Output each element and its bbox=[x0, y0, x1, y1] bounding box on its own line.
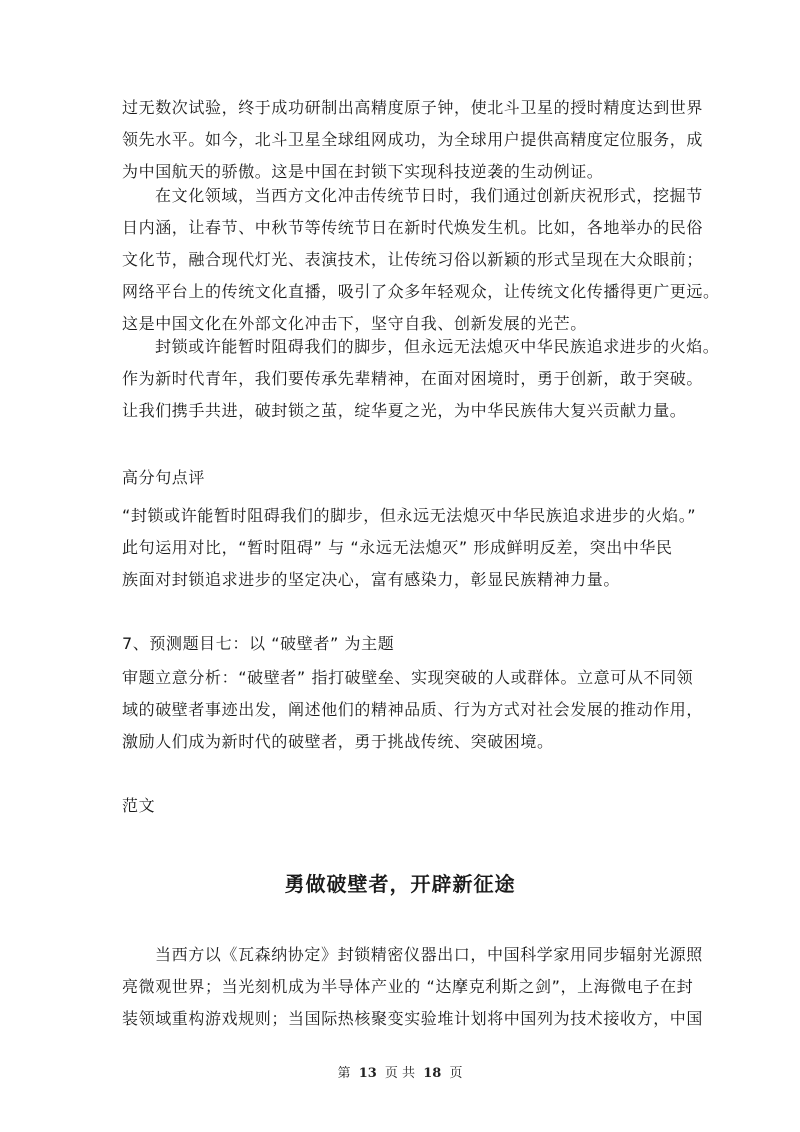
paragraph-line: 为中国航天的骄傲。这是中国在封锁下实现科技逆袭的生动例证。 bbox=[122, 162, 604, 181]
prompt-analysis bbox=[122, 662, 704, 758]
essay-body bbox=[122, 939, 704, 1035]
paragraph-line: 网络平台上的传统文化直播，吸引了众多年轻观众，让传统文化传播得更广更远。 bbox=[122, 282, 720, 301]
paragraph-line: 文化节，融合现代灯光、表演技术，让传统习俗以新颖的形式呈现在大众眼前； bbox=[122, 250, 704, 269]
paragraph-line: 作为新时代青年，我们要传承先辈精神，在面对困境时，勇于创新，敢于突破。 bbox=[122, 369, 704, 388]
comment-line: 此句运用对比，“暂时阻碍” 与 “永远无法熄灭” 形成鲜明反差，突出中华民 bbox=[122, 538, 673, 557]
essay-title: 勇做破壁者，开辟新征途 bbox=[284, 872, 516, 896]
paragraph-2 bbox=[122, 180, 720, 340]
essay-line: 亮微观世界；当光刻机成为半导体产业的 “达摩克利斯之剑”，上海微电子在封 bbox=[122, 977, 694, 996]
paragraph-line: 在文化领域，当西方文化冲击传统节日时，我们通过创新庆祝形式，挖掘节 bbox=[155, 186, 703, 205]
prompt-heading: 7、预测题目七：以 “破壁者” 为主题 bbox=[122, 634, 395, 653]
paragraph-line: 领先水平。如今，北斗卫星全球组网成功，为全球用户提供高精度定位服务，成 bbox=[122, 130, 704, 149]
paragraph-line: 这是中国文化在外部文化冲击下，坚守自我、创新发展的光芒。 bbox=[122, 314, 587, 333]
paragraph-line: 过无数次试验，终于成功研制出高精度原子钟，使北斗卫星的授时精度达到世界 bbox=[122, 98, 704, 117]
footer-prefix: 第 bbox=[337, 1066, 351, 1081]
analysis-line: 审题立意分析：“破壁者” 指打破壁垒、实现突破的人或群体。立意可从不同领 bbox=[122, 668, 694, 687]
comment-line: 族面对封锁追求进步的坚定决心，富有感染力，彰显民族精神力量。 bbox=[122, 570, 621, 589]
total-pages-number: 18 bbox=[423, 1066, 442, 1081]
paragraph-line: 日内涵，让春节、中秋节等传统节日在新时代焕发生机。比如，各地举办的民俗 bbox=[122, 218, 704, 237]
paragraph-1 bbox=[122, 92, 704, 188]
essay-line: 装领域重构游戏规则；当国际热核聚变实验堆计划将中国列为技术接收方，中国 bbox=[122, 1009, 704, 1028]
current-page-number: 13 bbox=[358, 1066, 377, 1081]
comment-body bbox=[122, 500, 697, 596]
paragraph-line: 让我们携手共进，破封锁之茧，绽华夏之光，为中华民族伟大复兴贡献力量。 bbox=[122, 401, 687, 420]
comment-heading: 高分句点评 bbox=[122, 468, 206, 487]
paragraph-3 bbox=[122, 331, 720, 427]
comment-line: “封锁或许能暂时阻碍我们的脚步，但永远无法熄灭中华民族追求进步的火焰。” bbox=[122, 506, 697, 525]
analysis-line: 激励人们成为新时代的破壁者，勇于挑战传统、突破困境。 bbox=[122, 732, 554, 751]
essay-line: 当西方以《瓦森纳协定》封锁精密仪器出口，中国科学家用同步辐射光源照 bbox=[155, 945, 703, 964]
analysis-line: 域的破壁者事迹出发，阐述他们的精神品质、行为方式对社会发展的推动作用， bbox=[122, 700, 704, 719]
sample-label: 范文 bbox=[122, 796, 156, 815]
paragraph-line: 封锁或许能暂时阻碍我们的脚步，但永远无法熄灭中华民族追求进步的火焰。 bbox=[155, 337, 720, 356]
footer-middle: 页 共 bbox=[384, 1066, 416, 1081]
page-footer bbox=[0, 1062, 800, 1081]
footer-suffix: 页 bbox=[449, 1066, 463, 1081]
